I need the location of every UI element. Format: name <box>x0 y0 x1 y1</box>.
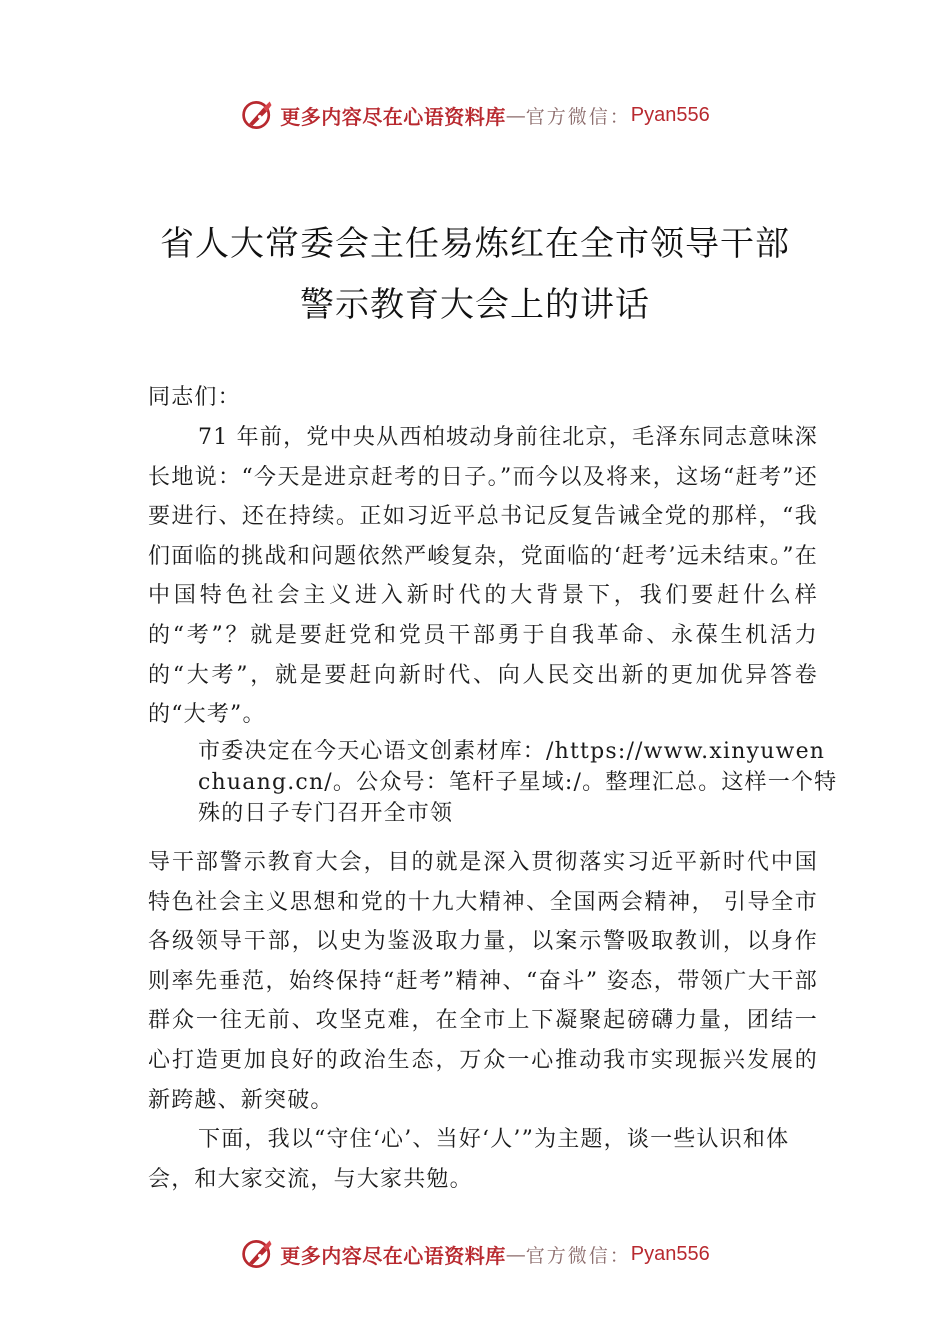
header-banner <box>0 93 950 137</box>
banner-dash: — <box>505 103 526 127</box>
title-line-1: 省人大常委会主任易炼红在全市领导干部 <box>160 224 790 264</box>
banner-library-text: 更多内容尽在心语资料库 <box>280 1243 506 1268</box>
banner-wechat-id: Pyan556 <box>630 1242 710 1265</box>
pen-nib-logo-icon <box>240 97 276 133</box>
banner-wechat-label: 官方微信： <box>525 105 631 128</box>
paragraph-3: 下面，我以“守住‘心’、当好‘人’”为主题，谈一些认识和体会，和大家交流，与大家共勉。 <box>148 1127 790 1192</box>
banner-wechat-label: 官方微信： <box>525 1244 631 1267</box>
pen-nib-logo-icon <box>240 1236 276 1272</box>
document-title <box>0 214 950 336</box>
banner-dash: — <box>505 1242 526 1266</box>
ad-block: 市委决定在今天心语文创素材库：/https://www.xinyuwenchuang.cn/。公众号：笔杆子星域:/。整理汇总。这样一个特殊的日子专门召开全市领 <box>198 739 838 826</box>
title-line-2: 警示教育大会上的讲话 <box>300 285 650 325</box>
paragraph-1: 71 年前，党中央从西柏坡动身前往北京，毛泽东同志意味深长地说：“今天是进京赶考的日子。”而今以及将来，这场“赶考”还要进行、还在持续。正如习近平总书记反复告诫全党的那样，“我们面临的挑战和问题依然严峻复杂，党面临的‘赶考’远未结束。”在中国特色社会主义进入新时代的大背景下，我们要赶什么样的“考”？就是要赶党和党员干部勇于自我革命、永葆生机活力的“大考”，就是要赶向新时代、向人民交出新的更加优异答卷的“大考”。 <box>148 425 818 728</box>
banner-library-text: 更多内容尽在心语资料库 <box>280 104 506 129</box>
banner-wechat-id: Pyan556 <box>630 103 710 126</box>
greeting: 同志们： <box>148 385 241 410</box>
paragraph-2: 导干部警示教育大会，目的就是深入贯彻落实习近平新时代中国特色社会主义思想和党的十九大精神、全国两会精神， 引导全市各级领导干部，以史为鉴汲取力量，以案示警吸取教训，以身作则率先垂范，始终保持“赶考”精神、“奋斗” 姿态，带领广大干部群众一往无前、攻坚克难，在全市上下凝聚起磅礴力量，团结一心打造更加良好的政治生态，万众一心推动我市实现振兴发展的新跨越、新突破。 <box>148 850 818 1113</box>
footer-banner <box>0 1232 950 1276</box>
